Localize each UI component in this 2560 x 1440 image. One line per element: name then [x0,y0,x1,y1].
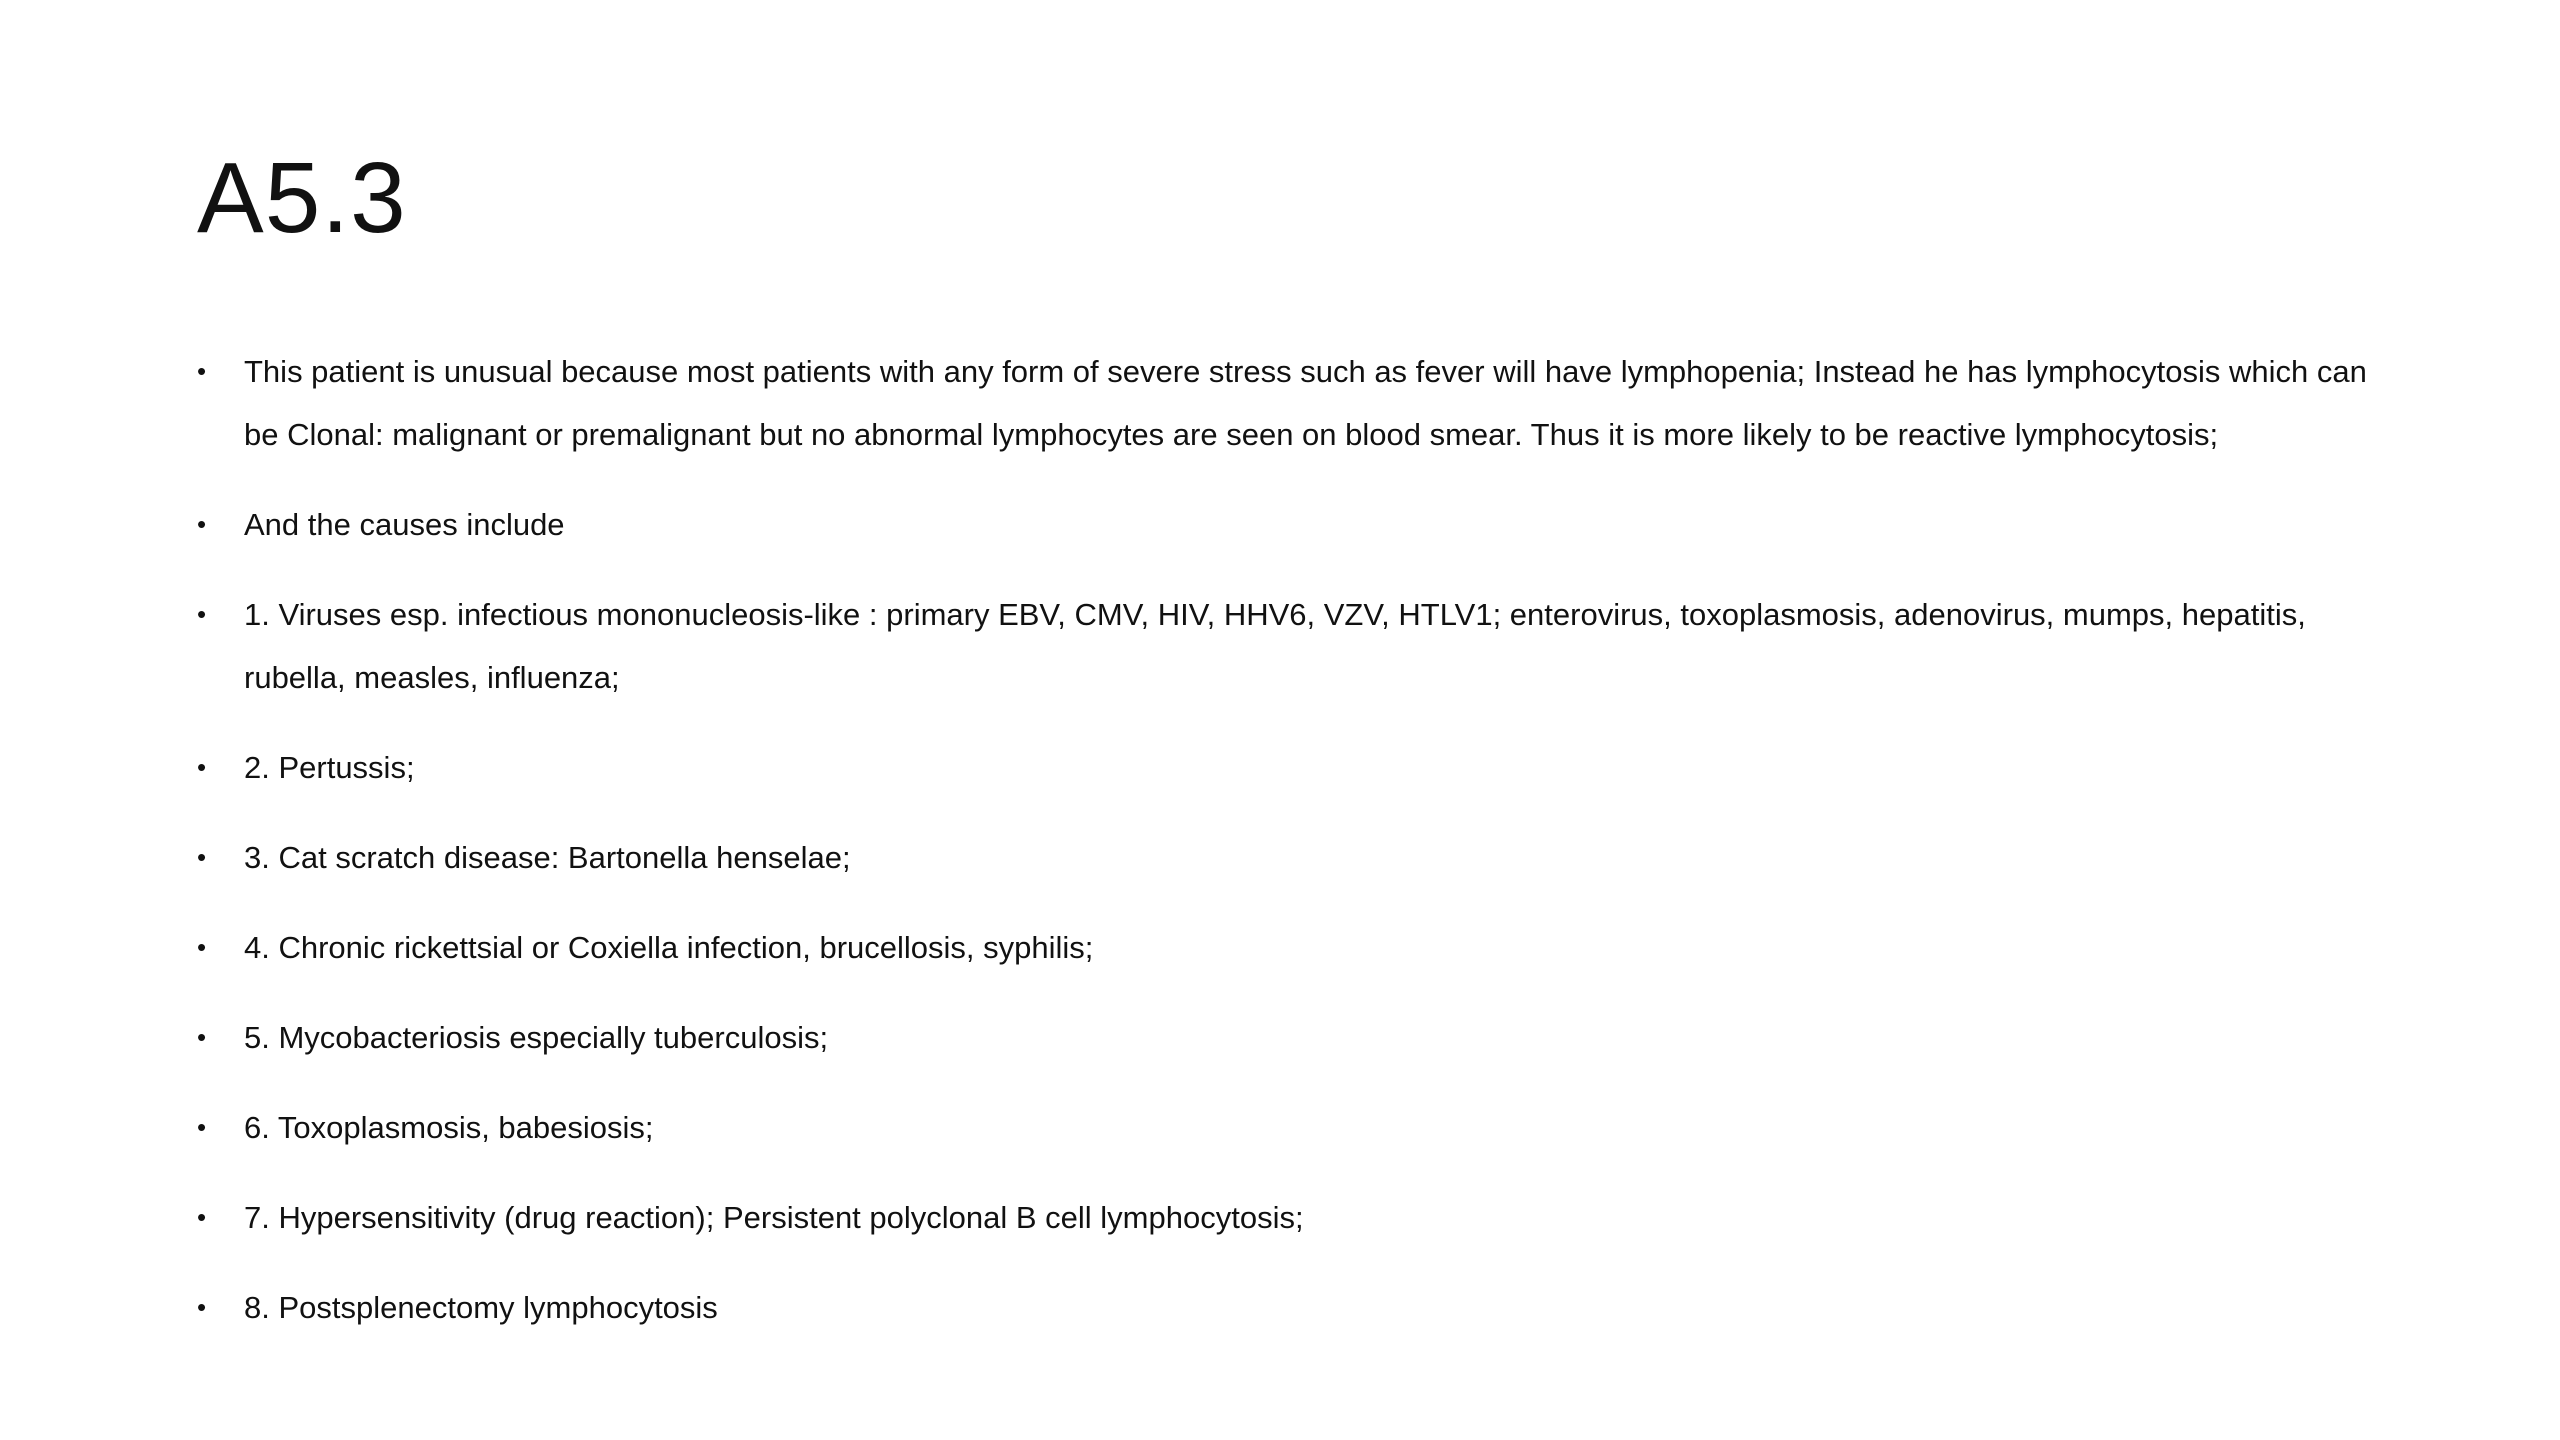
bullet-dot-icon: • [197,932,207,962]
bullet-dot-icon: • [197,509,207,539]
bullet-dot-icon: • [197,356,207,386]
bullet-dot-icon: • [197,1292,207,1322]
bullet-item [197,916,2407,979]
slide-title: A5.3 [197,142,407,254]
bullet-dot-icon: • [197,1022,207,1052]
bullet-item [197,493,2407,556]
bullet-text: 8. Postsplenectomy lymphocytosis [244,1290,718,1325]
bullet-text: 3. Cat scratch disease: Bartonella henselae; [244,840,851,875]
bullet-item [197,1006,2407,1069]
bullet-dot-icon: • [197,599,207,629]
bullet-text: This patient is unusual because most patients with any form of severe stress such as fever will have lymphopenia; Instead he has lymphocytosis which can be Clonal: malignant or premalignant but no abnormal lymphocytes are seen on blood smear. Thus it is more likely to be reactive lymphocytosis; [244,354,2367,452]
bullet-item [197,1096,2407,1159]
bullet-text: And the causes include [244,507,565,542]
bullet-item [197,583,2407,709]
bullet-item [197,736,2407,799]
bullet-dot-icon: • [197,752,207,782]
bullet-dot-icon: • [197,1202,207,1232]
bullet-text: 2. Pertussis; [244,750,415,785]
bullet-item [197,340,2407,466]
bullet-item [197,1186,2407,1249]
bullet-dot-icon: • [197,842,207,872]
bullet-item [197,1276,2407,1339]
bullet-text: 7. Hypersensitivity (drug reaction); Persistent polyclonal B cell lymphocytosis; [244,1200,1304,1235]
bullet-text: 1. Viruses esp. infectious mononucleosis-like : primary EBV, CMV, HIV, HHV6, VZV, HTLV1; enterovirus, toxoplasmosis, adenovirus, mumps, hepatitis, rubella, measles, influenza; [244,597,2306,695]
bullet-list [197,340,2407,1366]
bullet-text: 6. Toxoplasmosis, babesiosis; [244,1110,654,1145]
bullet-text: 5. Mycobacteriosis especially tuberculosis; [244,1020,829,1055]
bullet-text: 4. Chronic rickettsial or Coxiella infection, brucellosis, syphilis; [244,930,1094,965]
bullet-item [197,826,2407,889]
bullet-dot-icon: • [197,1112,207,1142]
